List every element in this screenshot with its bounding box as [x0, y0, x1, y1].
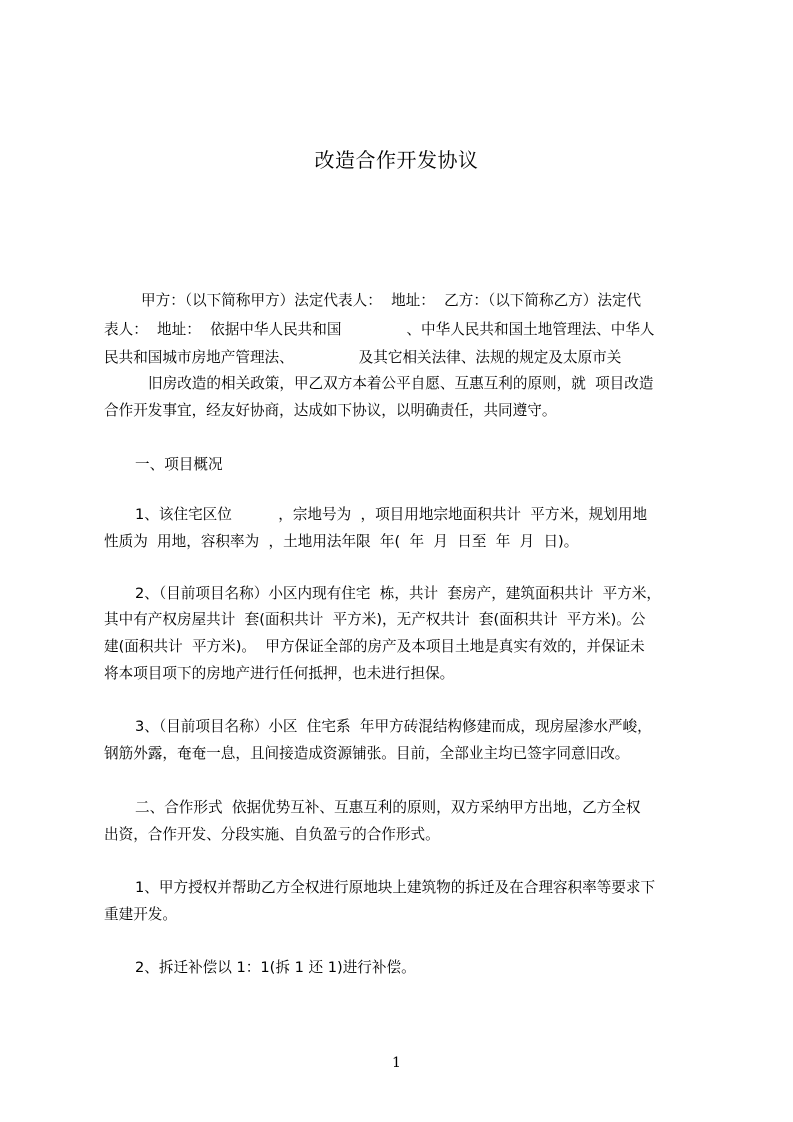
- item-2-line-4: 将本项目项下的房地产进行任何抵押，也未进行担保。: [104, 665, 455, 682]
- preamble-line-2: 表人： 地址： 依据中华人民共和国 、中华人民共和国土地管理法、中华人: [104, 321, 655, 338]
- preamble-line-3: 民共和国城市房地产管理法、 及其它相关法律、法规的规定及太原市关: [104, 349, 622, 366]
- item-2-line-2: 其中有产权房屋共计 套(面积共计 平方米)，无产权共计 套(面积共计 平方米)。公: [104, 611, 646, 628]
- preamble-line-1: 甲方：（以下简称甲方）法定代表人： 地址： 乙方：（以下简称乙方）法定代: [141, 292, 642, 309]
- item-3-line-1: 3、（目前项目名称）小区 住宅系 年甲方砖混结构修建而成，现房屋渗水严峻，: [135, 718, 652, 735]
- preamble-line-5: 合作开发事宜，经友好协商，达成如下协议，以明确责任，共同遵守。: [104, 402, 557, 419]
- section-heading-2: 二、合作形式 依据优势互补、互惠互利的原则，双方采纳甲方出地，乙方全权: [135, 799, 641, 816]
- item-2-line-1: 2、（目前项目名称）小区内现有住宅 栋，共计 套房产，建筑面积共计 平方米，: [135, 585, 662, 602]
- item-3-line-2: 钢筋外露，奄奄一息，且间接造成资源铺张。目前，全部业主均已签字同意旧改。: [104, 745, 630, 762]
- item-1-line-2: 性质为 用地，容积率为 ，土地用法年限 年( 年 月 日至 年 月 日)。: [104, 533, 579, 550]
- section-heading-1: 一、项目概况: [135, 456, 223, 473]
- item-2-line-3: 建(面积共计 平方米)。 甲方保证全部的房产及本项目土地是真实有效的，并保证未: [104, 638, 645, 655]
- preamble-line-4: 旧房改造的相关政策，甲乙双方本着公平自愿、互惠互利的原则，就 项目改造: [148, 375, 654, 392]
- sub-item-1-line-1: 1、甲方授权并帮助乙方全权进行原地块上建筑物的拆迁及在合理容积率等要求下: [135, 879, 656, 896]
- document-title: 改造合作开发协议: [314, 148, 479, 172]
- section-2-line-2: 出资，合作开发、分段实施、自负盈亏的合作形式。: [104, 826, 440, 843]
- sub-item-2-line-1: 2、拆迁补偿以 1：1(拆 1 还 1)进行补偿。: [135, 959, 416, 976]
- item-1-line-1: 1、该住宅区位 ，宗地号为 ，项目用地宗地面积共计 平方米，规划用地: [135, 506, 648, 523]
- sub-item-1-line-2: 重建开发。: [104, 906, 177, 923]
- page-number: 1: [392, 1055, 401, 1071]
